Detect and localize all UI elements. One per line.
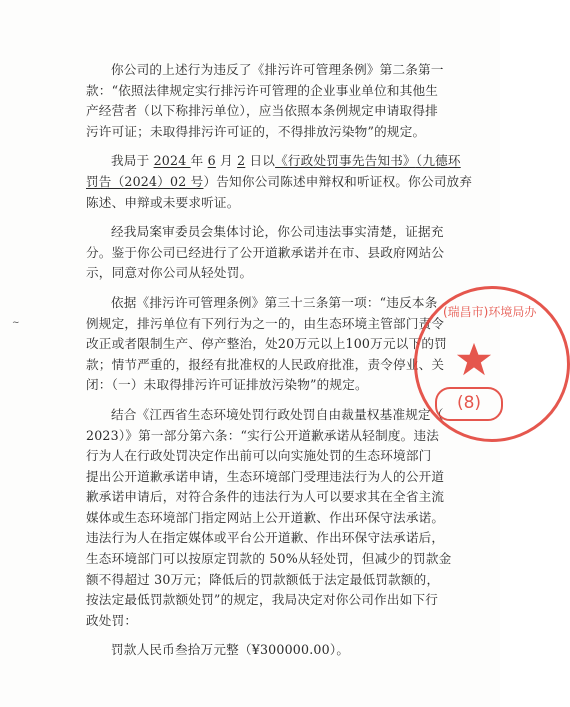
notice-year: 2024 [153,153,191,169]
paragraph-line: 行为人在行政处罚决定作出前可以向实施处罚的生态环境部门 [86,448,432,464]
paragraph-line: 产经营者（以下称排污单位），应当依照本条例规定申请取得排 [86,103,438,119]
paragraph-line: 2023）》第一部分第六条：“实行公开道歉承诺从轻制度。违法 [86,427,440,443]
paragraph-line: 政处罚： [86,612,138,628]
paragraph-line: 额不得超过 30万元；降低后的罚款额低于法定最低罚款额的， [86,571,440,587]
paragraph-line: 污许可证；未取得排污许可证的，不得排放污染物”的规定。 [86,123,426,139]
text-fragment: 年 [190,153,208,169]
paragraph-line: 提出公开道歉承诺申请，生态环境部门受理违法行为人的公开道 [86,468,445,484]
paragraph-5 [86,405,452,632]
text-fragment: 月 [215,153,238,169]
penalty-line: 罚款人民币叁拾万元整（¥300000.00）。 [111,642,350,658]
paragraph-1 [86,60,444,142]
paragraph-line: 按法定最低罚款额处罚”的规定，我局决定对你公司作出如下行 [86,592,439,608]
paragraph-4 [86,293,447,396]
paragraph-line: 依据《排污许可管理条例》第三十三条第一项：“违反本条 [111,294,438,310]
notice-document-number: （九德环 [415,153,461,169]
paragraph-line: 经我局案审委员会集体讨论，你公司违法事实清楚，证据充 [111,224,444,240]
paragraph-line: 陈述、申辩或未要求听证。 [86,194,240,210]
paragraph-2 [86,151,473,213]
paragraph-line: 例规定，排污单位有下列行为之一的，由生态环境主管部门责令 [86,315,445,331]
text-fragment: 我局于 [111,153,154,169]
paragraph-line: 款；情节严重的，报经有批准权的人民政府批准，责令停业、关 [86,356,445,372]
seal-number: (8) [435,387,503,421]
notice-day: 2 [237,153,246,169]
paragraph-line: 结合《江西省生态环境处罚行政处罚自由裁量权基准规定（ [111,406,444,422]
paragraph-line: 示，同意对你公司从轻处罚。 [86,265,253,281]
paragraph-line: 媒体或生态环境部门指定网站上公开道歉、作出环保守法承诺。 [86,509,445,525]
notice-document-number: 罚告（2024）02 号 [86,173,204,189]
seal-arc-label: (瑞昌市)环境局办 [443,305,537,319]
paragraph-line: 歉承诺申请后，对符合条件的违法行为人可以要求其在全省主流 [86,489,445,505]
paragraph-line [86,151,461,172]
paragraph-line: 违法行为人在指定媒体或平台公开道歉、作出环保守法承诺后， [86,530,445,546]
document-body [86,60,473,661]
paragraph-line: 你公司的上述行为违反了《排污许可管理条例》第二条第一 [111,62,444,77]
star-icon [455,341,493,379]
margin-mark: ~ [12,318,20,328]
paragraph-line [86,172,473,193]
paragraph-line: 生态环境部门可以按原定罚款的 50%从轻处罚，但减少的罚款金 [86,551,452,567]
paragraph-line: 款：“依照法律规定实行排污许可管理的企业事业单位和其他生 [86,82,439,98]
notice-document-name: 《行政处罚事先告知书》 [275,153,416,169]
paragraph-line: 改正或者限制生产、停产整治，处20万元以上100万元以下的罚 [86,336,447,352]
paragraph-6 [86,640,432,661]
paragraph-3 [86,222,445,284]
seal-arc-text [439,301,549,321]
paragraph-line: 闭：（一）未取得排污许可证排放污染物”的规定。 [86,377,368,393]
paragraph-line: 分。鉴于你公司已经进行了公开道歉承诺并在市、县政府网站公 [86,244,445,260]
text-fragment: 日以 [245,153,276,169]
text-fragment: ）告知你公司陈述申辩权和听证权。你公司放弃 [203,173,473,189]
notice-month: 6 [207,153,216,169]
official-seal [414,286,570,442]
